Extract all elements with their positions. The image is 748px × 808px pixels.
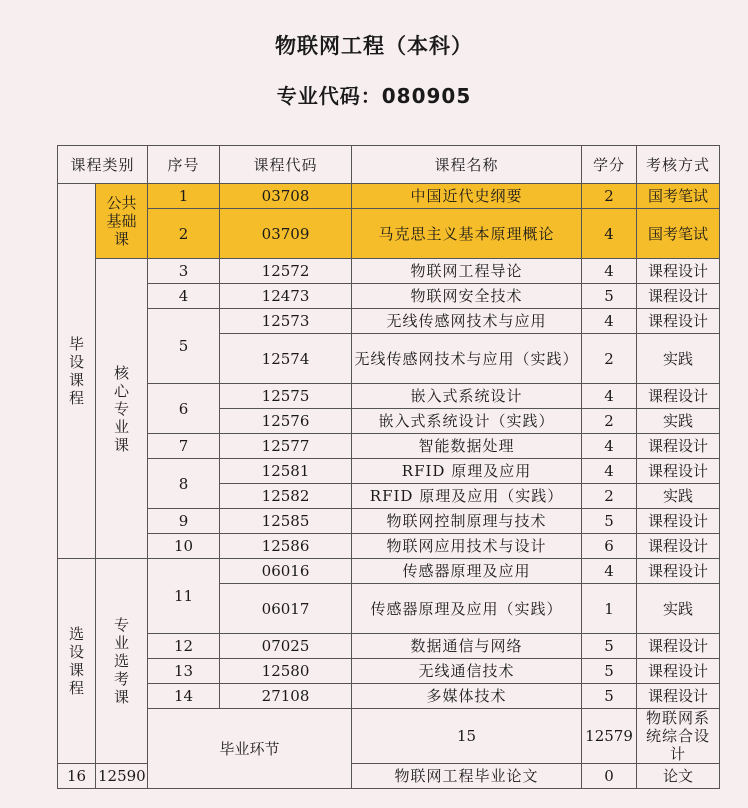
- table-row: [58, 634, 720, 659]
- credit-cell: 2: [582, 334, 637, 384]
- table-row: [58, 259, 720, 284]
- exam-cell: 论文: [637, 764, 720, 789]
- seq-cell: 4: [148, 284, 220, 309]
- credit-cell: 4: [582, 309, 637, 334]
- seq-cell: 2: [148, 209, 220, 259]
- name-cell: 物联网控制原理与技术: [352, 509, 582, 534]
- category-elective: 选 设 课 程: [58, 559, 96, 764]
- code-cell: 12473: [220, 284, 352, 309]
- name-cell: 马克思主义基本原理概论: [352, 209, 582, 259]
- table-row: [58, 284, 720, 309]
- code-cell: 12590: [96, 764, 148, 789]
- credit-cell: 2: [582, 484, 637, 509]
- name-cell: 物联网安全技术: [352, 284, 582, 309]
- credit-cell: 2: [582, 184, 637, 209]
- table-row: [58, 509, 720, 534]
- seq-cell: 6: [148, 384, 220, 434]
- table-row: [58, 434, 720, 459]
- name-cell: 物联网系统综合设计: [637, 709, 720, 764]
- table-row: [58, 659, 720, 684]
- credit-cell: 4: [582, 209, 637, 259]
- category-compulsory: 毕 设 课 程: [58, 184, 96, 559]
- seq-cell: 13: [148, 659, 220, 684]
- table-row: [58, 459, 720, 484]
- name-cell: RFID 原理及应用: [352, 459, 582, 484]
- exam-cell: 实践: [637, 409, 720, 434]
- credit-cell: 1: [582, 584, 637, 634]
- code-cell: 06016: [220, 559, 352, 584]
- exam-cell: 课程设计: [637, 634, 720, 659]
- name-cell: RFID 原理及应用（实践）: [352, 484, 582, 509]
- name-cell: 无线通信技术: [352, 659, 582, 684]
- exam-cell: 课程设计: [637, 659, 720, 684]
- exam-cell: 课程设计: [637, 459, 720, 484]
- credit-cell: 5: [582, 684, 637, 709]
- credit-cell: 5: [582, 659, 637, 684]
- table-row: [58, 559, 720, 584]
- code-cell: 12579: [582, 709, 637, 764]
- page-title: 物联网工程（本科）: [275, 34, 473, 58]
- code-cell: 27108: [220, 684, 352, 709]
- credit-cell: 6: [582, 534, 637, 559]
- exam-cell: 课程设计: [637, 259, 720, 284]
- name-cell: 物联网应用技术与设计: [352, 534, 582, 559]
- seq-cell: 5: [148, 309, 220, 384]
- subcategory-elective: 专 业 选 考 课: [96, 559, 148, 764]
- code-cell: 12576: [220, 409, 352, 434]
- seq-cell: 11: [148, 559, 220, 634]
- code-cell: 12586: [220, 534, 352, 559]
- header-credit: 学分: [582, 146, 637, 184]
- table-row: [58, 534, 720, 559]
- name-cell: 传感器原理及应用: [352, 559, 582, 584]
- code-cell: 12572: [220, 259, 352, 284]
- exam-cell: 课程设计: [637, 534, 720, 559]
- credit-cell: 4: [582, 559, 637, 584]
- table-row: [58, 384, 720, 409]
- code-cell: 12581: [220, 459, 352, 484]
- exam-cell: 课程设计: [637, 434, 720, 459]
- name-cell: 物联网工程导论: [352, 259, 582, 284]
- code-cell: 12573: [220, 309, 352, 334]
- name-cell: 多媒体技术: [352, 684, 582, 709]
- credit-cell: 4: [582, 434, 637, 459]
- name-cell: 嵌入式系统设计（实践）: [352, 409, 582, 434]
- seq-cell: 10: [148, 534, 220, 559]
- name-cell: 无线传感网技术与应用（实践）: [352, 334, 582, 384]
- seq-cell: 12: [148, 634, 220, 659]
- header-exam: 考核方式: [637, 146, 720, 184]
- seq-cell: 14: [148, 684, 220, 709]
- credit-cell: 4: [582, 259, 637, 284]
- code-cell: 12575: [220, 384, 352, 409]
- table-row: [58, 209, 720, 259]
- code-cell: 12574: [220, 334, 352, 384]
- exam-cell: 课程设计: [637, 384, 720, 409]
- table-row: [58, 709, 720, 764]
- table-row: [58, 309, 720, 334]
- seq-cell: 3: [148, 259, 220, 284]
- table-row: [58, 184, 720, 209]
- name-cell: 嵌入式系统设计: [352, 384, 582, 409]
- curriculum-table: [57, 145, 720, 789]
- credit-cell: 5: [582, 284, 637, 309]
- seq-cell: 1: [148, 184, 220, 209]
- code-cell: 03708: [220, 184, 352, 209]
- name-cell: 中国近代史纲要: [352, 184, 582, 209]
- header-category: 课程类别: [58, 146, 148, 184]
- seq-cell: 7: [148, 434, 220, 459]
- exam-cell: 实践: [637, 584, 720, 634]
- category-graduation: 毕业环节: [148, 709, 352, 789]
- code-cell: 06017: [220, 584, 352, 634]
- seq-cell: 8: [148, 459, 220, 509]
- name-cell: 物联网工程毕业论文: [352, 764, 582, 789]
- code-cell: 12585: [220, 509, 352, 534]
- code-cell: 03709: [220, 209, 352, 259]
- exam-cell: 课程设计: [637, 284, 720, 309]
- credit-cell: 5: [582, 509, 637, 534]
- exam-cell: 课程设计: [637, 559, 720, 584]
- major-code: 专业代码：080905: [276, 84, 472, 108]
- credit-cell: 2: [582, 409, 637, 434]
- name-cell: 无线传感网技术与应用: [352, 309, 582, 334]
- credit-cell: 5: [582, 634, 637, 659]
- subcategory-core: 核 心 专 业 课: [96, 259, 148, 559]
- header-row: [58, 146, 720, 184]
- code-cell: 12582: [220, 484, 352, 509]
- subcategory-public: 公共 基础 课: [96, 184, 148, 259]
- credit-cell: 4: [582, 459, 637, 484]
- seq-cell: 16: [58, 764, 96, 789]
- exam-cell: 国考笔试: [637, 209, 720, 259]
- code-cell: 12580: [220, 659, 352, 684]
- header-seq: 序号: [148, 146, 220, 184]
- code-cell: 07025: [220, 634, 352, 659]
- code-cell: 12577: [220, 434, 352, 459]
- seq-cell: 9: [148, 509, 220, 534]
- exam-cell: 课程设计: [637, 309, 720, 334]
- credit-cell: 0: [582, 764, 637, 789]
- table-row: [58, 684, 720, 709]
- seq-cell: 15: [352, 709, 582, 764]
- header-name: 课程名称: [352, 146, 582, 184]
- credit-cell: 4: [582, 384, 637, 409]
- exam-cell: 实践: [637, 484, 720, 509]
- exam-cell: 课程设计: [637, 509, 720, 534]
- name-cell: 智能数据处理: [352, 434, 582, 459]
- name-cell: 数据通信与网络: [352, 634, 582, 659]
- exam-cell: 实践: [637, 334, 720, 384]
- exam-cell: 国考笔试: [637, 184, 720, 209]
- header-code: 课程代码: [220, 146, 352, 184]
- exam-cell: 课程设计: [637, 684, 720, 709]
- name-cell: 传感器原理及应用（实践）: [352, 584, 582, 634]
